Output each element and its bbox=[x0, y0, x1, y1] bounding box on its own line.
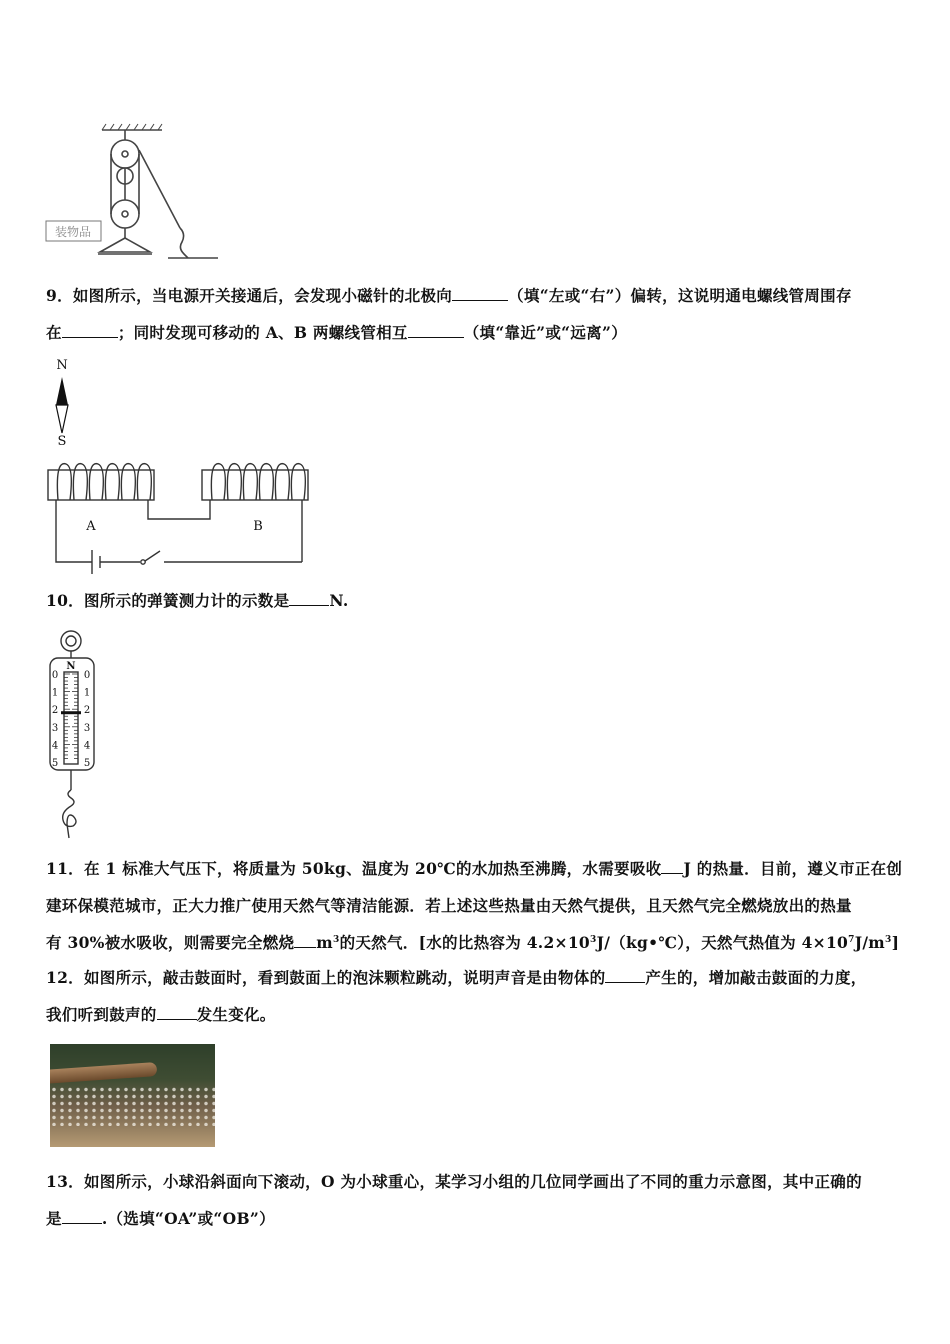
q9-blank-field[interactable] bbox=[62, 323, 118, 338]
compass-south-label: S bbox=[57, 434, 67, 447]
question-13 bbox=[46, 1163, 908, 1237]
question-11 bbox=[46, 850, 908, 961]
q11-line-2: 建环保模范城市，正大力推广使用天然气等清洁能源．若上述这些热量由天然气提供，且天然气完全燃烧放出的热量 bbox=[46, 896, 852, 915]
q9-blank-attraction[interactable] bbox=[408, 323, 464, 338]
scale-tick-label-left-5: 5 bbox=[51, 758, 59, 769]
question-10 bbox=[46, 582, 908, 619]
scale-tick-label-left-0: 0 bbox=[51, 670, 59, 681]
drum-foam-photo bbox=[50, 1044, 215, 1147]
spring-scale-unit: N bbox=[66, 661, 76, 672]
q13-blank-answer[interactable] bbox=[62, 1209, 102, 1224]
compass-north-label: N bbox=[56, 358, 68, 373]
q12-blank-property[interactable] bbox=[157, 1005, 197, 1020]
solenoid-b-label: B bbox=[253, 519, 263, 534]
scale-tick-label-right-3: 3 bbox=[83, 722, 91, 734]
q10-blank-reading[interactable] bbox=[289, 591, 329, 606]
question-9 bbox=[46, 277, 908, 351]
drumstick bbox=[50, 1062, 157, 1084]
q12-blank-cause[interactable] bbox=[605, 968, 645, 983]
scale-tick-label-right-1: 1 bbox=[83, 687, 91, 699]
scale-tick-label-right-2: 2 bbox=[83, 705, 91, 717]
q13-line-1: 13．如图所示，小球沿斜面向下滚动，O 为小球重心，某学习小组的几位同学画出了不同的重力示意图，其中正确的 bbox=[46, 1172, 862, 1191]
pulley-figure bbox=[40, 120, 230, 265]
scale-tick-label-right-4: 4 bbox=[83, 740, 91, 752]
q11-blank-volume[interactable] bbox=[294, 933, 316, 948]
scale-tick-label-left-2: 2 bbox=[51, 705, 59, 717]
pulley-load-label: 装物品 bbox=[54, 225, 92, 239]
scale-tick-label-left-1: 1 bbox=[51, 687, 59, 699]
scale-tick-label-right-0: 0 bbox=[83, 670, 91, 681]
q9-line-1: 9．如图所示，当电源开关接通后，会发现小磁针的北极向 （填“左或“右”）偏转，这说明通电螺线管周围存 bbox=[46, 286, 852, 305]
q12-line-2: 我们听到鼓声的 发生变化。 bbox=[46, 1005, 276, 1024]
q9-blank-direction[interactable] bbox=[452, 286, 508, 301]
q11-blank-heat[interactable] bbox=[661, 859, 683, 874]
scale-tick-label-right-5: 5 bbox=[83, 758, 91, 769]
q11-line-1: 11．在 1 标准大气压下，将质量为 50kg、温度为 20℃的水加热至沸腾，水需要吸收 J 的热量．目前，遵义市正在创 bbox=[46, 859, 903, 878]
scale-tick-label-left-3: 3 bbox=[51, 722, 59, 734]
q9-line-2: 在 ；同时发现可移动的 A、B 两螺线管相互 （填“靠近”或“远离”） bbox=[46, 323, 627, 342]
foam-particles bbox=[50, 1086, 215, 1126]
question-12 bbox=[46, 959, 908, 1033]
q13-line-2: 是 .（选填“OA”或“OB”） bbox=[46, 1209, 275, 1228]
spring-scale-pointer bbox=[61, 711, 81, 714]
q10-line-1: 10．图所示的弹簧测力计的示数是 N. bbox=[46, 591, 349, 610]
solenoid-a-label: A bbox=[86, 519, 96, 534]
compass-needle-figure bbox=[48, 355, 78, 447]
spring-scale-figure bbox=[44, 628, 104, 840]
scale-tick-label-left-4: 4 bbox=[51, 740, 59, 752]
solenoid-circuit-figure bbox=[44, 458, 314, 580]
q11-line-3: 有 30%被水吸收，则需要完全燃烧 $m^3$的天然气．[水的比热容为 $4.2\times 10^3J/(kg•℃)$，天然气热值为 $4\times 10^7J/m^3$] bbox=[46, 933, 900, 952]
q12-line-1: 12．如图所示，敲击鼓面时，看到鼓面上的泡沫颗粒跳动，说明声音是由物体的 产生的，增加敲击鼓面的力度， bbox=[46, 968, 867, 987]
